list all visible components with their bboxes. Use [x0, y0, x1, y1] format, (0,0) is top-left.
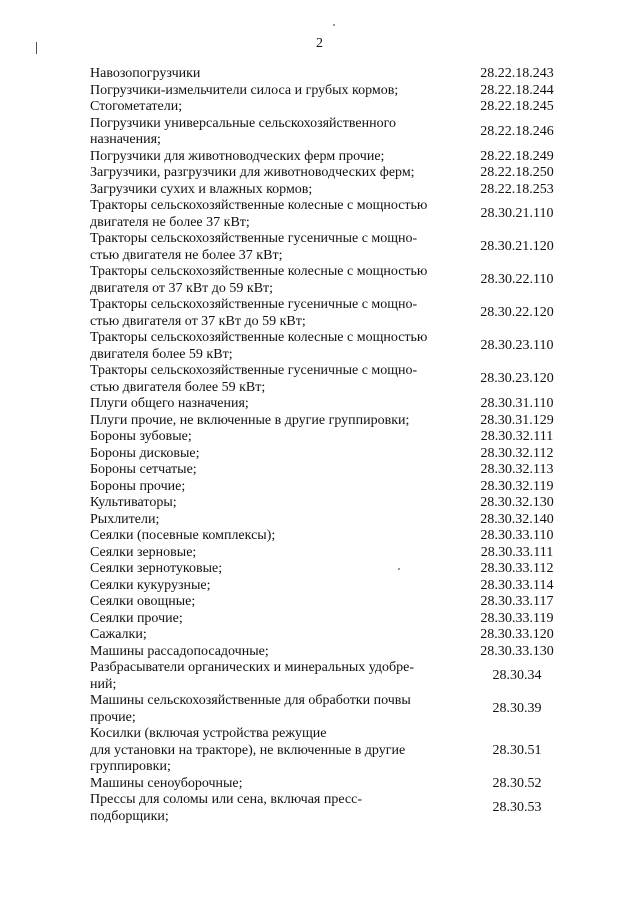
- list-item: [90, 182, 600, 199]
- list-item: [90, 396, 600, 413]
- item-code: 28.30.33.114: [480, 577, 554, 593]
- item-name: Тракторы сельскохозяйственные гусеничные с мощно- стью двигателя не более 37 кВт;: [90, 231, 418, 263]
- list-item: [90, 693, 600, 726]
- item-name: Бороны прочие;: [90, 478, 186, 494]
- item-name: Стогометатели;: [90, 99, 183, 114]
- list-item: [90, 66, 600, 83]
- list-item: [90, 198, 600, 231]
- item-name: Сеялки кукурузные;: [90, 577, 211, 593]
- item-name: Сеялки (посевные комплексы);: [90, 528, 276, 543]
- item-code: 28.30.34: [492, 668, 542, 684]
- list-item: [90, 644, 600, 661]
- scan-speck: [333, 24, 335, 26]
- item-code: 28.30.53: [492, 800, 542, 816]
- list-item: [90, 149, 600, 166]
- list-item: [90, 479, 600, 496]
- item-name: Бороны сетчатые;: [90, 462, 197, 477]
- item-code: 28.30.51: [492, 742, 542, 758]
- item-name: Загрузчики сухих и влажных кормов;: [90, 181, 313, 197]
- list-item: [90, 83, 600, 100]
- list-item: [90, 264, 600, 297]
- item-name: Погрузчики для животноводческих ферм прочие;: [90, 148, 385, 164]
- item-name: Тракторы сельскохозяйственные гусеничные с мощно- стью двигателя более 59 кВт;: [90, 363, 418, 395]
- item-name: Тракторы сельскохозяйственные гусеничные с мощно- стью двигателя от 37 кВт до 59 кВт;: [90, 297, 418, 329]
- item-code: 28.30.32.111: [480, 429, 554, 444]
- item-code: 28.30.32.130: [480, 495, 554, 510]
- item-code: 28.30.23.110: [480, 338, 554, 354]
- list-item: [90, 611, 600, 628]
- item-name: Плуги общего назначения;: [90, 396, 249, 411]
- list-item: [90, 116, 600, 149]
- list-item: [90, 776, 600, 793]
- item-code: 28.22.18.244: [480, 82, 554, 98]
- item-name: Тракторы сельскохозяйственные колесные с мощностью двигателя более 59 кВт;: [90, 330, 428, 362]
- list-item: [90, 429, 600, 446]
- item-code: 28.30.22.110: [480, 272, 554, 288]
- list-item: [90, 578, 600, 595]
- item-code: 28.30.52: [492, 775, 542, 791]
- list-item: [90, 99, 600, 116]
- item-name: Рыхлители;: [90, 511, 160, 527]
- list-item: [90, 446, 600, 463]
- page-number: 2: [316, 36, 323, 51]
- item-name: Сажалки;: [90, 627, 147, 642]
- item-code: 28.22.18.250: [480, 165, 554, 180]
- item-code: 28.30.32.112: [480, 445, 554, 461]
- item-code: 28.30.33.119: [480, 610, 554, 626]
- list-item: [90, 231, 600, 264]
- item-name: Бороны дисковые;: [90, 445, 200, 461]
- item-name: Прессы для соломы или сена, включая пресс- подборщики;: [90, 792, 363, 824]
- item-name: Разбрасыватели органических и минеральных удобре- ний;: [90, 660, 415, 692]
- item-name: Сеялки прочие;: [90, 610, 183, 626]
- item-code: 28.30.33.117: [480, 594, 554, 609]
- list-item: [90, 330, 600, 363]
- list-item: [90, 413, 600, 430]
- item-code: 28.30.23.120: [480, 371, 554, 387]
- item-name: Культиваторы;: [90, 495, 177, 510]
- item-name: Плуги прочие, не включенные в другие группировки;: [90, 412, 410, 428]
- item-code: 28.22.18.253: [480, 181, 554, 197]
- list-item: [90, 495, 600, 512]
- item-name: Косилки (включая устройства режущие для установки на тракторе), не включенные в другие группировки;: [90, 726, 406, 774]
- list-item: [90, 297, 600, 330]
- margin-mark: [36, 42, 37, 54]
- item-code: 28.30.21.120: [480, 239, 554, 255]
- item-code: 28.30.33.110: [480, 528, 554, 543]
- item-name: Тракторы сельскохозяйственные колесные с мощностью двигателя не более 37 кВт;: [90, 198, 428, 230]
- list-item: [90, 165, 600, 182]
- list-item: [90, 512, 600, 529]
- item-code: 28.30.32.140: [480, 511, 554, 527]
- item-code: 28.22.18.245: [480, 99, 554, 114]
- list-item: [90, 594, 600, 611]
- list-item: [90, 660, 600, 693]
- item-code: 28.30.39: [492, 701, 542, 717]
- item-name: Бороны зубовые;: [90, 429, 192, 444]
- item-name: Погрузчики-измельчители силоса и грубых кормов;: [90, 82, 399, 98]
- item-code: 28.30.32.113: [480, 462, 554, 477]
- item-code: 28.30.33.112: [480, 561, 554, 576]
- item-name: Навозопогрузчики: [90, 66, 201, 81]
- okpd-code-list: [90, 66, 600, 825]
- item-name: Машины рассадопосадочные;: [90, 643, 269, 659]
- item-code: 28.22.18.243: [480, 66, 554, 81]
- item-code: 28.30.33.111: [480, 544, 554, 560]
- item-code: 28.30.32.119: [480, 478, 554, 494]
- item-code: 28.30.22.120: [480, 305, 554, 321]
- list-item: [90, 726, 600, 776]
- list-item: [90, 792, 600, 825]
- list-item: [90, 561, 600, 578]
- list-item: [90, 363, 600, 396]
- item-name: Тракторы сельскохозяйственные колесные с мощностью двигателя от 37 кВт до 59 кВт;: [90, 264, 428, 296]
- item-code: 28.30.31.129: [480, 412, 554, 428]
- item-name: Погрузчики универсальные сельскохозяйственного назначения;: [90, 115, 396, 147]
- item-name: Сеялки овощные;: [90, 594, 196, 609]
- item-code: 28.22.18.249: [480, 148, 554, 164]
- item-name: Машины сеноуборочные;: [90, 775, 243, 791]
- item-name: Сеялки зерновые;: [90, 544, 197, 560]
- list-item: [90, 627, 600, 644]
- item-code: 28.22.18.246: [480, 123, 554, 139]
- item-code: 28.30.33.130: [480, 643, 554, 659]
- list-item: [90, 545, 600, 562]
- item-name: Машины сельскохозяйственные для обработки почвы прочие;: [90, 693, 411, 725]
- list-item: [90, 462, 600, 479]
- list-item: [90, 528, 600, 545]
- item-code: 28.30.21.110: [480, 206, 554, 222]
- item-name: Сеялки зернотуковые;: [90, 561, 223, 576]
- item-code: 28.30.33.120: [480, 627, 554, 642]
- item-code: 28.30.31.110: [480, 396, 554, 411]
- item-name: Загрузчики, разгрузчики для животноводческих ферм;: [90, 165, 415, 180]
